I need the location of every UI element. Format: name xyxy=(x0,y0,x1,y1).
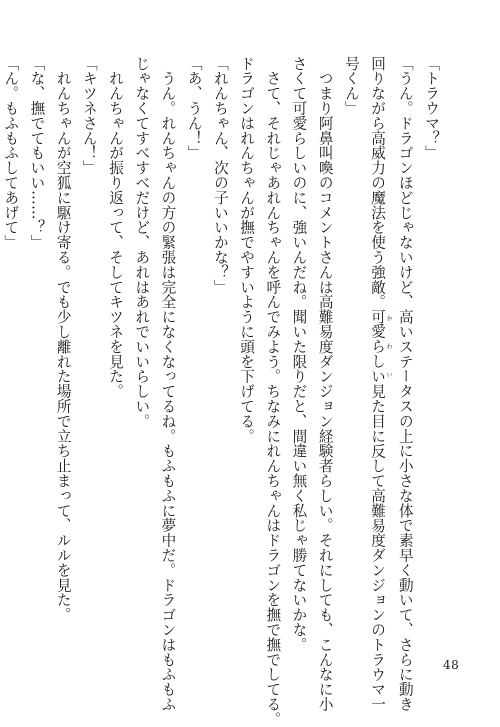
narration-line: うん。れんちゃんの方の緊張は完全になくなってるね。もふもふに夢中だ。ドラゴンはもふもふ xyxy=(159,56,177,712)
dialogue-line: 「うん。ドラゴンほどじゃないけど、高いステータスの上に小さな体で素早く動いて、さらに動き xyxy=(396,56,414,712)
narration-line: れんちゃんが振り返って、そしてキツネを見た。 xyxy=(107,56,125,399)
dialogue-line: 「ん。もふもふしてあげて」 xyxy=(2,56,20,250)
narration-line: ドラゴンはれんちゃんが撫でやすいように頭を下げてる。 xyxy=(238,56,256,444)
ruby-base: 可愛らしい xyxy=(369,309,387,384)
dialogue-line: 「あ、うん！」 xyxy=(185,56,203,161)
ruby-annotation xyxy=(369,309,393,384)
narration-line: さくて可愛らしいのに、強いんだね。聞いた限りだと、間違い無く私じゃ勝てないかな。 xyxy=(290,56,308,652)
dialogue-line-with-ruby xyxy=(364,56,393,712)
vertical-text-body xyxy=(2,56,444,727)
dialogue-line: 「キツネさん！」 xyxy=(80,56,98,176)
dialogue-line: 号くん」 xyxy=(342,56,360,116)
narration-line: れんちゃんが空狐に駆け寄る。でも少し離れた場所で立ち止まって、ルルを見た。 xyxy=(54,56,72,623)
dialogue-line: 「な、撫でてもいい……？」 xyxy=(28,56,46,250)
text-segment: 見た目に反して高難易度ダンジョンのトラウマ一 xyxy=(369,383,387,712)
dialogue-line: 「トラウマ？」 xyxy=(423,56,440,161)
text-segment: 回りながら高威力の魔法を使う強敵。 xyxy=(369,56,387,310)
narration-line: じゃなくてすべすべだけど、あれはあれでいいらしい。 xyxy=(133,56,151,429)
page-number: 48 xyxy=(443,658,460,672)
narration-line: さて、それじゃあれんちゃんを呼んでみよう。ちなみにれんちゃんはドラゴンを撫で撫でしてる。 xyxy=(264,56,282,727)
dialogue-line: 「れんちゃん、次の子いいかな？」 xyxy=(211,56,229,295)
narration-line: つまり阿鼻叫喚のコメントさんは高難易度ダンジョン経験者らしい。それにしても、こんなに小 xyxy=(316,56,334,712)
ruby-reading: かわい xyxy=(385,309,393,384)
